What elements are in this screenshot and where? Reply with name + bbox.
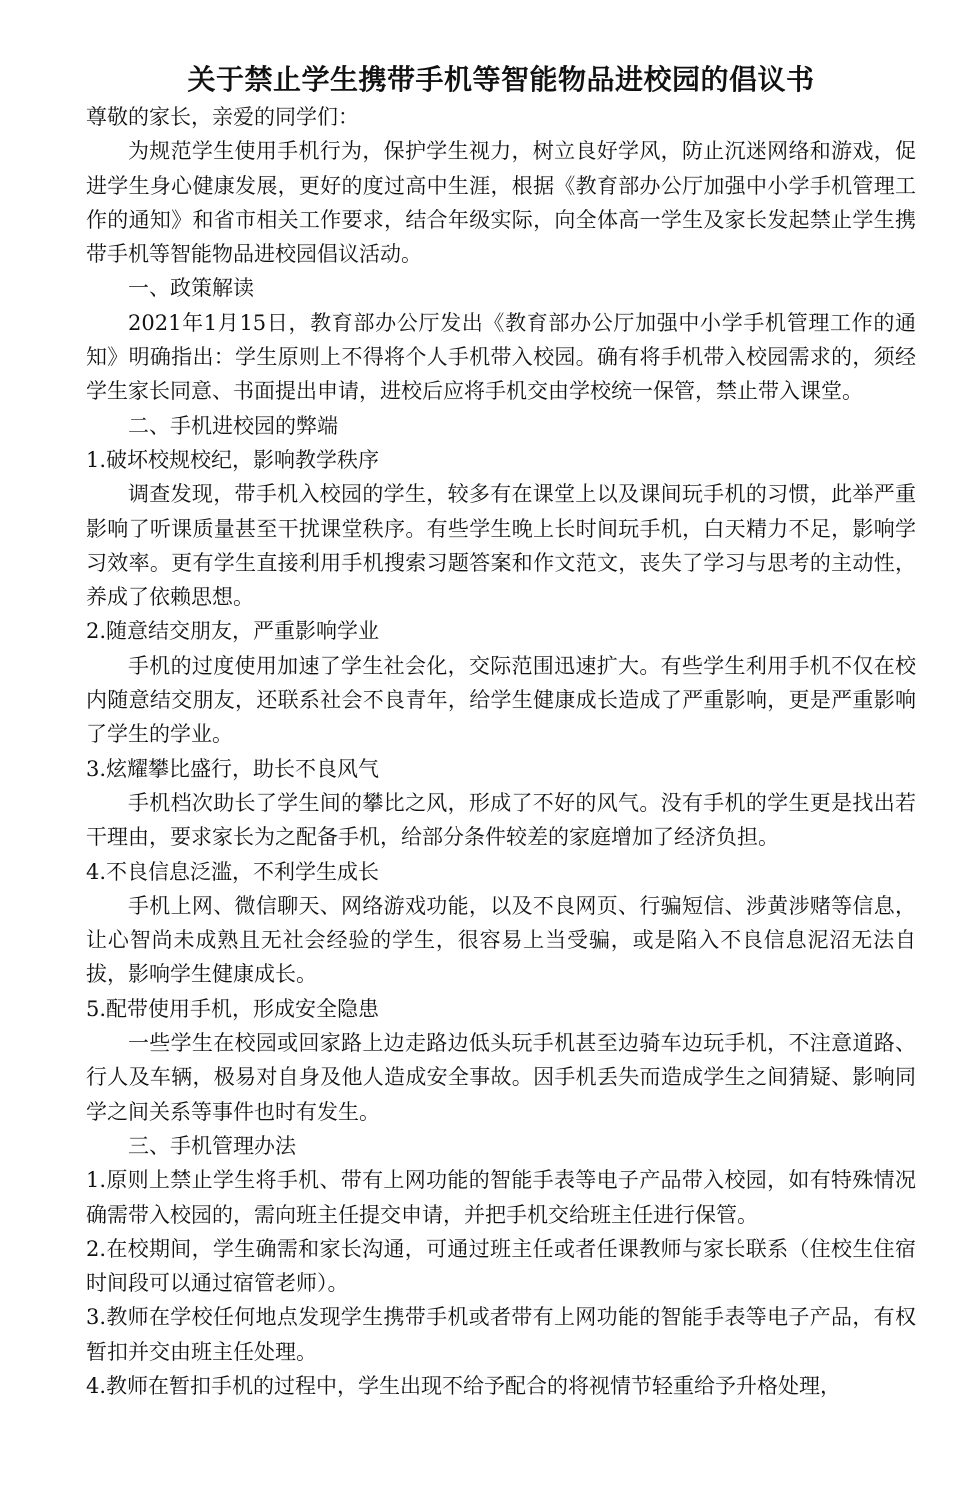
drawback-title-1: 1.破坏校规校纪，影响教学秩序 — [86, 447, 380, 472]
intro-paragraph: 为规范学生使用手机行为，保护学生视力，树立良好学风，防止沉迷网络和游戏，促进学生身心健康发展，更好的度过高中生涯，根据《教育部办公厅加强中小学手机管理工作的通知》和省市相关工作要求，结合年级实际，向全体高一学生及家长发起禁止学生携带手机等智能物品进校园倡议活动。 — [86, 139, 916, 267]
management-rule-4: 4.教师在暂扣手机的过程中，学生出现不给予配合的将视情节轻重给予升格处理， — [86, 1373, 842, 1398]
salutation: 尊敬的家长，亲爱的同学们： — [86, 105, 359, 129]
drawback-title-4: 4.不良信息泛滥，不利学生成长 — [86, 859, 380, 884]
drawback-title-3: 3.炫耀攀比盛行，助长不良风气 — [86, 756, 380, 781]
section-heading-management: 三、手机管理办法 — [128, 1133, 296, 1158]
drawback-paragraph-3: 手机档次助长了学生间的攀比之风，形成了不好的风气。没有手机的学生更是找出若干理由，要求家长为之配备手机，给部分条件较差的家庭增加了经济负担。 — [86, 790, 916, 850]
drawback-title-5: 5.配带使用手机，形成安全隐患 — [86, 996, 380, 1021]
management-rule-2: 2.在校期间，学生确需和家长沟通，可通过班主任或者任课教师与家长联系（住校生住宿时间段可以通过宿管老师）。 — [86, 1236, 916, 1296]
policy-paragraph: 2021年1月15日，教育部办公厅发出《教育部办公厅加强中小学手机管理工作的通知》明确指出：学生原则上不得将个人手机带入校园。确有将手机带入校园需求的，须经学生家长同意、书面提出申请，进校后应将手机交由学校统一保管，禁止带入课堂。 — [86, 310, 916, 404]
document-body — [86, 100, 916, 1403]
drawback-paragraph-4: 手机上网、微信聊天、网络游戏功能，以及不良网页、行骗短信、涉黄涉赌等信息，让心智尚未成熟且无社会经验的学生，很容易上当受骗，或是陷入不良信息泥沼无法自拔，影响学生健康成长。 — [86, 893, 916, 987]
drawback-paragraph-2: 手机的过度使用加速了学生社会化，交际范围迅速扩大。有些学生利用手机不仅在校内随意结交朋友，还联系社会不良青年，给学生健康成长造成了严重影响，更是严重影响了学生的学业。 — [86, 653, 916, 747]
document-title: 关于禁止学生携带手机等智能物品进校园的倡议书 — [187, 63, 815, 96]
management-rule-3: 3.教师在学校任何地点发现学生携带手机或者带有上网功能的智能手表等电子产品，有权暂扣并交由班主任处理。 — [86, 1305, 916, 1364]
management-rule-1: 1.原则上禁止学生将手机、带有上网功能的智能手表等电子产品带入校园，如有特殊情况确需带入校园的，需向班主任提交申请，并把手机交给班主任进行保管。 — [86, 1168, 916, 1227]
document-page — [86, 60, 916, 1403]
section-heading-drawbacks: 二、手机进校园的弊端 — [128, 413, 338, 438]
drawback-paragraph-5: 一些学生在校园或回家路上边走路边低头玩手机甚至边骑车边玩手机，不注意道路、行人及车辆，极易对自身及他人造成安全事故。因手机丢失而造成学生之间猜疑、影响同学之间关系等事件也时有发生。 — [86, 1031, 916, 1124]
drawback-title-2: 2.随意结交朋友，严重影响学业 — [86, 619, 380, 644]
drawback-paragraph-1: 调查发现，带手机入校园的学生，较多有在课堂上以及课间玩手机的习惯，此举严重影响了听课质量甚至干扰课堂秩序。有些学生晚上长时间玩手机，白天精力不足，影响学习效率。更有学生直接利用手机搜索习题答案和作文范文，丧失了学习与思考的主动性，养成了依赖思想。 — [86, 482, 916, 610]
section-heading-policy: 一、政策解读 — [128, 276, 254, 301]
